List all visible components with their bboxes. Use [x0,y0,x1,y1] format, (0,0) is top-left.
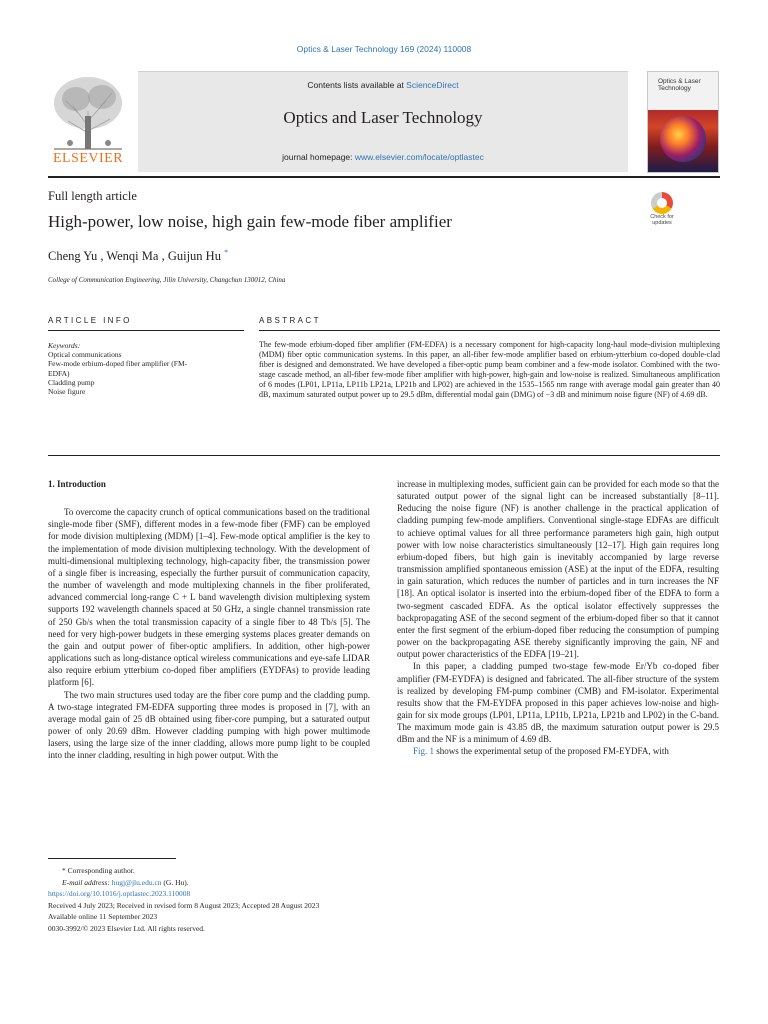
article-info-heading: ARTICLE INFO [48,316,132,325]
keyword-item: Optical communications [48,350,122,360]
email-label: E-mail address: [62,877,112,887]
copyright-notice: 0030-3992/© 2023 Elsevier Ltd. All rights reserved. [48,923,205,933]
journal-homepage-link[interactable]: www.elsevier.com/locate/optlastec [354,152,484,162]
keywords-heading: Keywords: [48,341,81,350]
available-online-date: Available online 11 September 2023 [48,912,158,922]
section-heading-introduction: 1. Introduction [48,479,106,489]
homepage-line [138,152,628,162]
abstract-heading: ABSTRACT [259,316,321,325]
masthead-divider [48,176,720,178]
body-paragraph: To overcome the capacity crunch of optical communications based on the traditional single-mode fiber (SMF), different modes in a few-mode fiber (FMF) can be employed for mode division multiplexing (MDM) [1–4]. Few-mode optical amplifier is the key to the implementation of mode division multiplexing technology. With the development of multi-dimensional multiplexing technology, high-capacity fiber, the transmission power of a single fiber is increasing, especially the further pursuit of communication capacity, the number of wavelength and mode multiplexing channels in the fiber proliferated, advanced commercial long-range C + L band wavelength division multiplexing system supports 192 wavelength channels spaced at 50 GHz, a single channel transmission rate of 250 Gb/s when the total transmission capacity of a single fiber to 48 Tb/s [5]. The need for very high-power budgets in these emerging systems places greater demands on the gain and output power of fiber-optic amplifiers. In addition, other high-power applications such as long-distance optical wireless communications and eye-safe LIDAR also require erbium ytterbium co-doped fiber amplifiers (EYDFAs) to provide leading platform [6]. [48,507,370,688]
paragraph-text: shows the experimental setup of the proposed FM-EYDFA, with [434,746,669,757]
cover-title: Optics & Laser Technology [658,78,701,92]
keyword-item: Noise figure [48,387,86,397]
elsevier-wordmark: ELSEVIER [52,151,124,166]
corresponding-author-note: * Corresponding author. [62,866,135,875]
journal-reference-link[interactable]: Optics & Laser Technology 169 (2024) 110008 [296,44,472,54]
keywords-block [48,341,228,396]
article-type: Full length article [48,189,137,203]
article-info-divider [48,330,244,331]
figure-1-link[interactable]: Fig. 1 [413,746,435,757]
check-updates-icon [651,192,673,214]
email-line [48,877,319,889]
contents-prefix: Contents lists available at [307,80,407,90]
abstract-bottom-divider [48,455,720,456]
body-paragraph [397,745,719,757]
homepage-prefix: journal homepage: [282,152,355,162]
journal-title: Optics and Laser Technology [283,108,483,127]
keyword-item: Few-mode erbium-doped fiber amplifier (FM- [48,359,188,369]
keyword-item: Cladding pump [48,377,95,387]
keyword-item: EDFA) [48,368,70,378]
contents-line [138,80,628,90]
body-paragraph: The two main structures used today are the fiber core pump and the cladding pump. A two-stage integrated FM-EDFA supporting three modes is proposed in [7], with an average modal gain of 25 dB obtained using fiber-core pumping, but a saturated output power of only 20.69 dBm. However cladding pumping with high power multimode lasers, using the large size of the inner cladding, allows more pump light to be coupled into the inner cladding, resulting in high power output. With the [48,689,370,761]
body-paragraph: increase in multiplexing modes, sufficient gain can be provided for each mode so that the saturated output power of the signal light can be increased substantially [8–11]. Reducing the noise figure (NF) is another challenge in the practical application of cladding pumping few-mode amplifiers. Conventional single-stage EDFAs are difficult to achieve optimal values for all three performance parameters high gain, high output power with low noise characteristics simultaneously [12–17]. High gain requires long erbium-doped fibers, but high gain is inevitably accompanied by large reverse transmission amplified spontaneous emission (ASE) at the input of the EDFA, resulting in gain saturation, which reduces the number of particles and in turn increases the NF [18]. An optical isolator is inserted into the erbium-doped fiber of the EDFA to form a two-segment cascaded EDFA. As the optical isolator effectively suppresses the backpropagating ASE of the second segment of the erbium-doped fiber so that it cannot enter the first segment of the erbium-doped fiber reducing the consumption of pumping power on the backpropagating ASE thereby significantly improving the gain, NF and output power characteristics of the EDFA [19–21]. [397,479,719,660]
body-column-right [397,478,719,758]
abstract-text: The few-mode erbium-doped fiber amplifier (FM-EDFA) is a necessary component for high-capacity long-haul mode-division multiplexing (MDM) fiber optic communication systems. In this paper, an all-fiber few-mode amplifier based on erbium-ytterbium co-doped double-clad fiber is designed and demonstrated. We have developed a fiber-optic pump beam combiner and a few-mode isolator. Combined with the two-stage cascade method, an all-fiber few-mode fiber amplifier with high-power, high-gain and low-noise is realized. Simultaneous amplification of 6 modes (LP01, LP11a, LP11b LP21a, LP21b and LP02) are achieved in the 1535–1565 nm range with average modal gain greater than 40 dB, maximum saturated output power up to 29.5 dBm, differential modal gain (DMG) of −3 dB and minimum noise figure (NF) of 4.69 dB. [259,340,720,399]
footnote-divider [48,858,176,859]
sciencedirect-link[interactable]: ScienceDirect [406,80,459,90]
check-updates-label: Check for updates [650,214,674,226]
abstract-divider [259,330,720,331]
authors-text[interactable]: Cheng Yu , Wenqi Ma , Guijun Hu [48,249,221,264]
received-dates: Received 4 July 2023; Received in revised form 8 August 2023; Accepted 28 August 2023 [48,900,320,910]
masthead-banner [138,71,628,172]
journal-masthead [48,71,720,171]
check-for-updates-button[interactable] [646,192,678,230]
journal-cover-image [647,71,719,173]
body-paragraph: In this paper, a cladding pumped two-stage few-mode Er/Yb co-doped fiber amplifier (FM-EYDFA) is designed and fabricated. The all-fiber structure of the system is realized by developing FM-pump combiner (CMB) and FM-isolator. Experimental results show that the FM-EYDFA proposed in this paper achieves low-noise and high-gain for six mode groups (LP01, LP11a, LP11b, LP21a, LP21b and LP02) in the C-band. The maximum mode gain is 43.85 dB, the maximum saturation output power is 29.5 dBm and the NF is a minimum of 4.69 dB. [397,661,719,745]
author-email-link[interactable]: hugj@jlu.edu.cn [111,877,162,887]
article-title: High-power, low noise, high gain few-mode fiber amplifier [48,212,452,231]
body-column-left [48,478,370,761]
corresponding-author-mark[interactable]: * [224,248,229,257]
doi-link[interactable]: https://doi.org/10.1016/j.optlastec.2023.110008 [48,889,191,899]
cover-artwork [660,116,706,162]
footnotes [48,865,319,935]
author-list [48,248,228,264]
affiliation: College of Communication Engineering, Jilin University, Changchun 130012, China [48,276,286,284]
email-suffix: (G. Hu). [161,877,189,887]
